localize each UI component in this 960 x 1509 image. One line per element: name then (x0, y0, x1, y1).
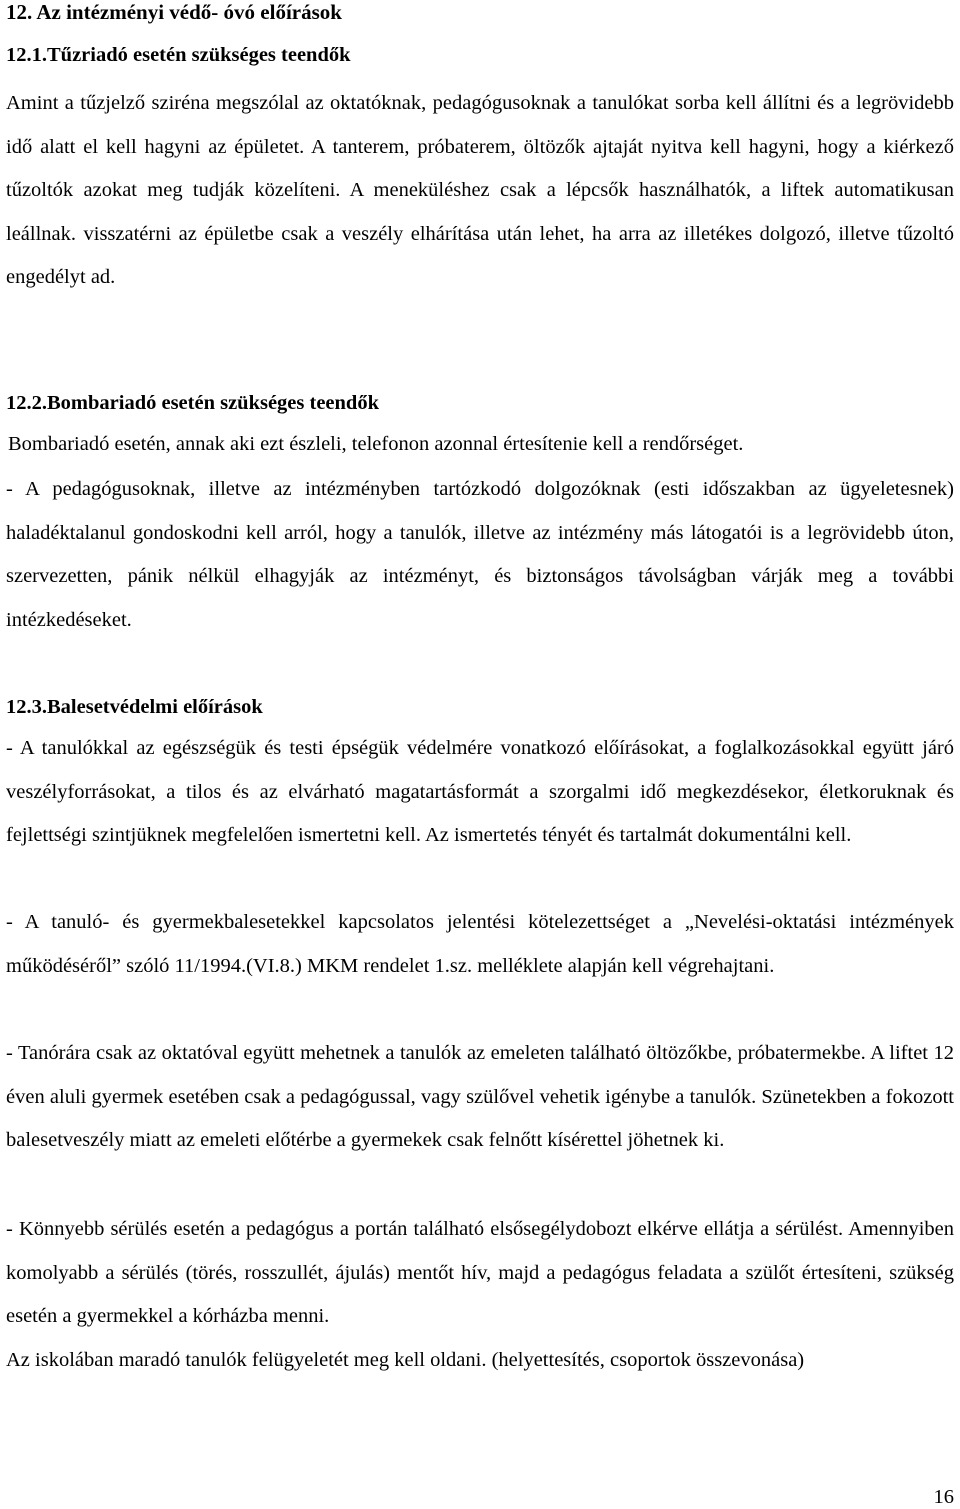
section-2-text: - A pedagógusoknak, illetve az intézményben tartózkodó dolgozóknak (esti időszakban az ügyeletesnek) haladéktalanul gondoskodni kell arról, hogy a tanulók, illetve az intézmény más látogatói is a legrövidebb úton, szervezetten, pánik nélkül elhagyják az intézményt, és biztonságos távolságban várják meg a további intézkedéseket. (6, 478, 954, 631)
section-3-paragraph-4: - Könnyebb sérülés esetén a pedagógus a portán található elsősegélydobozt elkérve ellátja a sérülést. Amennyiben komolyabb a sérülés (törés, rosszullét, ájulás) mentőt hív, majd a pedagógus feladata a szülőt értesíteni, szükség esetén a gyermekkel a kórházba menni. (6, 1218, 954, 1328)
section-3-paragraph-2: - A tanuló- és gyermekbalesetekkel kapcsolatos jelentési kötelezettséget a „Nevelési-oktatási intézmények működéséről” szóló 11/1994.(VI.8.) MKM rendelet 1.sz. melléklete alapján kell végrehajtani. (6, 911, 954, 977)
section-3-paragraph-3: - Tanórára csak az oktatóval együtt mehetnek a tanulók az emeleten található öltözőkbe, próbatermekbe. A liftet 12 éven aluli gyermek esetében csak a pedagógussal, vagy szülővel vehetik igénybe a tanulók. Szünetekben a fokozott balesetveszély miatt az emeleti előtérbe a gyermekek csak felnőtt kísérettel jöhetnek ki. (6, 1042, 954, 1152)
section-2-title: 12.2.Bombariadó esetén szükséges teendők (6, 392, 379, 414)
section-1-text: Amint a tűzjelző sziréna megszólal az oktatóknak, pedagógusoknak a tanulókat sorba kell állítni és a legrövidebb idő alatt el kell hagyni az épületet. A tanterem, próbaterem, öltözők ajtaját nyitva kell hagyni, hogy a kiérkező tűzoltók azokat meg tudják közelíteni. A meneküléshez csak a lépcsők használhatók, a liftek automatikusan leállnak. visszatérni az épületbe csak a veszély elhárítása után lehet, ha arra az illetékes dolgozó, illetve tűzoltó engedélyt ad. (6, 92, 954, 289)
section-3-title: 12.3.Balesetvédelmi előírások (6, 696, 263, 718)
section-3-paragraph-1: - A tanulókkal az egészségük és testi épségük védelmére vonatkozó előírásokat, a foglalkozásokkal együtt járó veszélyforrásokat, a tilos és az elvárható magatartásformát a szorgalmi idő megkezdésekor, életkoruknak és fejlettségi szintjüknek megfelelően ismertetni kell. Az ismertetés tényét és tartalmát dokumentálni kell. (6, 737, 954, 847)
section-3-paragraph-5: Az iskolában maradó tanulók felügyeletét meg kell oldani. (helyettesítés, csoportok összevonása) (6, 1349, 805, 1371)
chapter-heading: 12. Az intézményi védő- óvó előírások (6, 0, 342, 24)
section-1-title: 12.1.Tűzriadó esetén szükséges teendők (6, 44, 351, 66)
section-2-intro: Bombariadó esetén, annak aki ezt észleli, telefonon azonnal értesítenie kell a rendőrséget. (8, 433, 744, 455)
page-number: 16 (933, 1486, 954, 1508)
